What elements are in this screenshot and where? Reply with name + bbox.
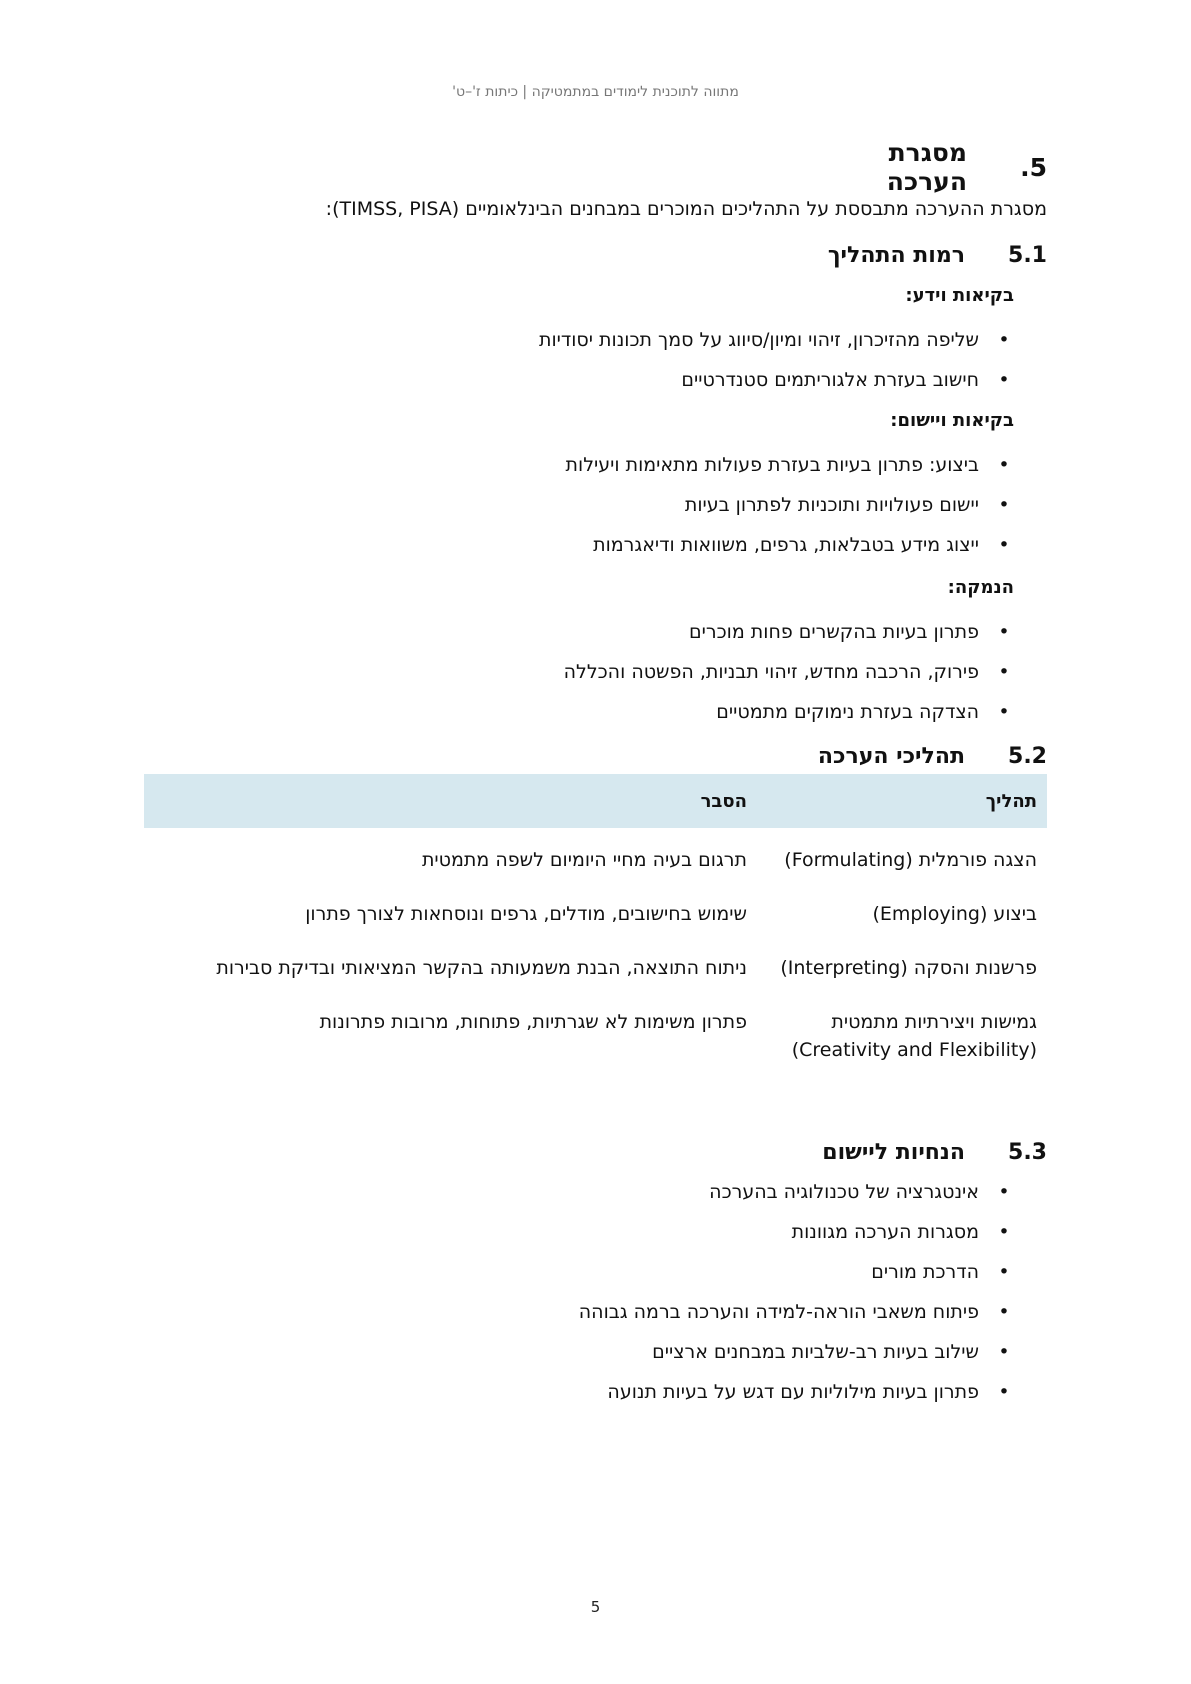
list-item: • פירוק, הרכבה מחדש, זיהוי תבניות, הפשטה והכללה (564, 652, 1014, 692)
bullet-icon: • (998, 621, 1010, 643)
table-row (144, 936, 1047, 990)
list-item: • הצדקה בעזרת נימוקים מתמטיים (564, 692, 1014, 732)
section-heading (827, 138, 1047, 196)
table-header-row (144, 774, 1047, 828)
bullet-icon: • (998, 701, 1010, 723)
table-cell-process: גמישות ויצירתיות מתמטית (Creativity and Flexibility) (791, 1011, 1037, 1061)
list-item: • חישוב בעזרת אלגוריתמים סטנדרטיים (539, 360, 1014, 400)
table-cell-process: פרשנות והסקה (Interpreting) (780, 957, 1037, 979)
table-cell-process: הצגה פורמלית (Formulating) (784, 849, 1037, 871)
list-item: • אינטגרציה של טכנולוגיה בהערכה (579, 1172, 1014, 1212)
table-cell-explanation: ניתוח התוצאה, הבנת משמעותה בהקשר המציאותי ובדיקת סבירות (216, 957, 747, 979)
list-item: • שליפה מהזיכרון, זיהוי ומיון/סיווג על סמך תכונות יסודיות (539, 320, 1014, 360)
list-item: • פיתוח משאבי הוראה-למידה והערכה ברמה גבוהה (579, 1292, 1014, 1332)
list-item: • שילוב בעיות רב-שלביות במבחנים ארציים (579, 1332, 1014, 1372)
table-row (144, 828, 1047, 882)
bullet-icon: • (998, 1341, 1010, 1363)
list-item: • הדרכת מורים (579, 1252, 1014, 1292)
list-item: • פתרון בעיות מילוליות עם דגש על בעיות תנועה (579, 1372, 1014, 1412)
table-cell-explanation: שימוש בחישובים, מודלים, גרפים ונוסחאות לצורך פתרון (305, 903, 747, 925)
subsection-title: רמות התהליך (827, 242, 965, 268)
subsection-title: תהליכי הערכה (817, 743, 965, 769)
bullet-icon: • (998, 1301, 1010, 1323)
table-row (144, 882, 1047, 936)
subsection-number: 5.3 (1008, 1139, 1047, 1165)
table-cell-explanation: תרגום בעיה מחיי היומיום לשפה מתמטית (421, 849, 747, 871)
bullet-icon: • (998, 494, 1010, 516)
assessment-processes-table (144, 774, 1047, 1064)
list-item: • יישום פעולויות ותוכניות לפתרון בעיות (566, 485, 1014, 525)
running-header: מתווה לתוכנית לימודים במתמטיקה | כיתות ז'–ט' (452, 84, 739, 100)
table-header-explanation: הסבר (700, 790, 747, 812)
section-intro: מסגרת ההערכה מתבססת על התהליכים המוכרים במבחנים הבינלאומיים (TIMSS, PISA): (325, 198, 1047, 220)
subsection-heading-5-2 (818, 741, 1047, 771)
bullet-list-guidelines (579, 1172, 1014, 1412)
section-number: 5. (1020, 152, 1047, 182)
subsection-heading-5-3 (822, 1137, 1047, 1167)
subsection-number: 5.2 (1008, 743, 1047, 769)
list-item: • ייצוג מידע בטבלאות, גרפים, משוואות ודיאגרמות (566, 525, 1014, 565)
list-item: • ביצוע: פתרון בעיות בעזרת פעולות מתאימות ויעילות (566, 445, 1014, 485)
subsection-heading-5-1 (828, 240, 1047, 270)
table-cell-explanation: פתרון משימות לא שגרתיות, פתוחות, מרובות פתרונות (319, 1011, 747, 1033)
group-heading-reasoning: הנמקה: (947, 577, 1014, 598)
subsection-title: הנחיות ליישום (822, 1139, 965, 1165)
table-row (144, 990, 1047, 1064)
bullet-list-application (566, 445, 1014, 565)
bullet-icon: • (998, 534, 1010, 556)
bullet-icon: • (998, 1181, 1010, 1203)
bullet-list-knowledge (539, 320, 1014, 400)
group-heading-knowledge: בקיאות וידע: (905, 285, 1014, 306)
table-cell-process: ביצוע (Employing) (872, 903, 1037, 925)
bullet-list-reasoning (564, 612, 1014, 732)
bullet-icon: • (998, 1221, 1010, 1243)
page-number: 5 (590, 1598, 601, 1616)
bullet-icon: • (998, 1261, 1010, 1283)
bullet-icon: • (998, 369, 1010, 391)
group-heading-application: בקיאות ויישום: (890, 410, 1014, 431)
bullet-icon: • (998, 454, 1010, 476)
section-title: מסגרת הערכה (886, 138, 967, 196)
subsection-number: 5.1 (1008, 242, 1047, 268)
bullet-icon: • (998, 661, 1010, 683)
bullet-icon: • (998, 329, 1010, 351)
list-item: • מסגרות הערכה מגוונות (579, 1212, 1014, 1252)
table-header-process: תהליך (985, 790, 1037, 812)
bullet-icon: • (998, 1381, 1010, 1403)
list-item: • פתרון בעיות בהקשרים פחות מוכרים (564, 612, 1014, 652)
